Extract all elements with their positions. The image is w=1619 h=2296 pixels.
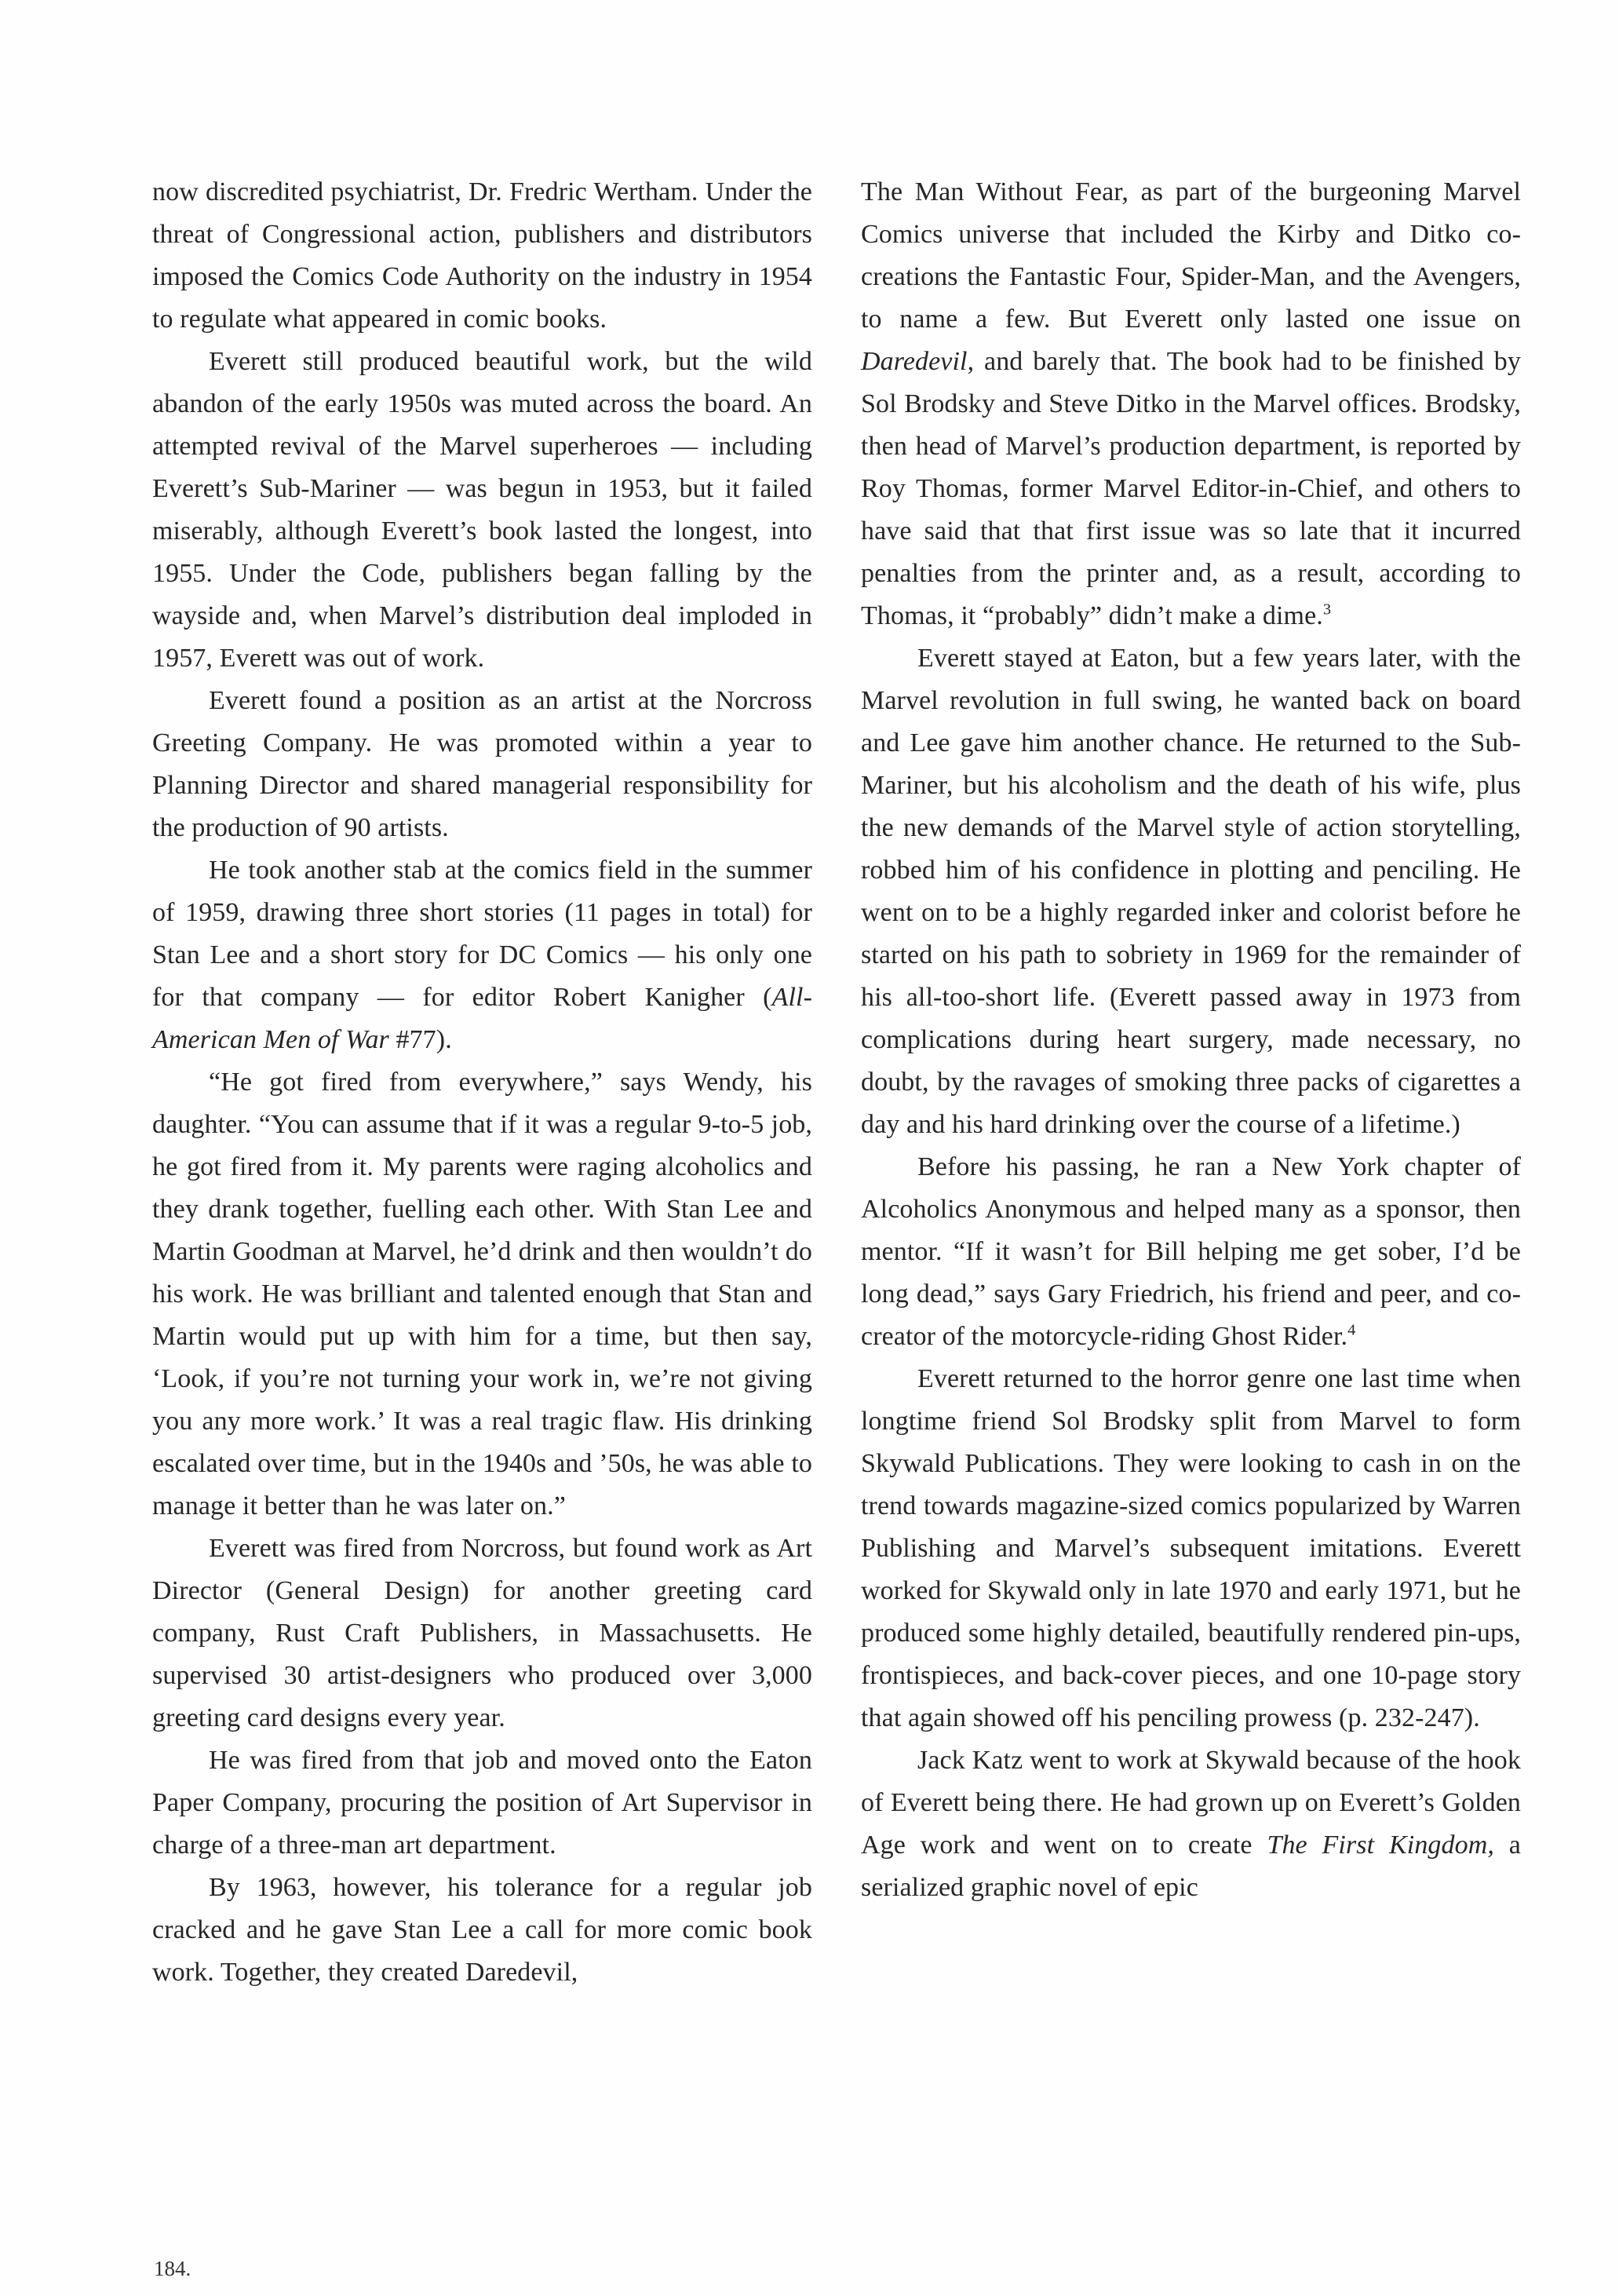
text-segment: and barely that. The book had to be finished by Sol Brodsky and Steve Ditko in the Marvel offices. Brodsky, then head of Marvel’s production department, is reported by Roy Thomas, former Marvel Editor-in-Chief, and others to have said that that first issue was so late that it incurred penalties from the printer and, as a result, according to Thomas, it “probably” didn’t make a dime. (861, 347, 1521, 630)
text-segment: #77). (388, 1025, 452, 1054)
text-segment: Everett found a position as an artist at the Norcross Greeting Company. He was promoted within a year to Planning Director and shared managerial responsibility for the production of 90 artists. (152, 686, 812, 842)
text-segment: Everett still produced beautiful work, but the wild abandon of the early 1950s was muted across the board. An attempted revival of the Marvel superheroes — including Everett’s Sub-Mariner — was begun in 1953, but it failed miserably, although Everett’s book lasted the longest, into 1955. Under the Code, publishers began falling by the wayside and, when Marvel’s distribution deal imploded in 1957, Everett was out of work. (152, 347, 812, 673)
text-segment: Everett returned to the horror genre one last time when longtime friend Sol Brodsky split from Marvel to form Skywald Publications. They were looking to cash in on the trend towards magazine-sized comics popularized by Warren Publishing and Marvel’s subsequent imitations. Everett worked for Skywald only in late 1970 and early 1971, but he produced some highly detailed, beautifully rendered pin-ups, frontispieces, and back-cover pieces, and one 10-page story that again showed off his penciling prowess (p. 232-247). (861, 1364, 1521, 1732)
text-column-right (861, 171, 1521, 1994)
paragraph (152, 1528, 812, 1739)
paragraph (861, 171, 1521, 637)
text-segment: “He got fired from everywhere,” says Wendy, his daughter. “You can assume that if it was a regular 9-to-5 job, he got fired from it. My parents were raging alcoholics and they drank together, fuelling each other. With Stan Lee and Martin Goodman at Marvel, he’d drink and then wouldn’t do his work. He was brilliant and talented enough that Stan and Martin would put up with him for a time, but then say, ‘Look, if you’re not turning your work in, we’re not giving you any more work.’ It was a real tragic flaw. His drinking escalated over time, but in the 1940s and ’50s, he was able to manage it better than he was later on.” (152, 1068, 812, 1520)
paragraph (861, 1358, 1521, 1739)
paragraph (861, 1146, 1521, 1358)
paragraph (152, 341, 812, 680)
text-segment: Before his passing, he ran a New York chapter of Alcoholics Anonymous and helped many as a sponsor, then mentor. “If it wasn’t for Bill helping me get sober, I’d be long dead,” says Gary Friedrich, his friend and peer, and co-creator of the motorcycle-riding Ghost Rider. (861, 1152, 1521, 1351)
italic-text: The First Kingdom, (1267, 1831, 1494, 1860)
text-segment: now discredited psychiatrist, Dr. Fredric Wertham. Under the threat of Congressional action, publishers and distributors imposed the Comics Code Authority on the industry in 1954 to regulate what appeared in comic books. (152, 177, 812, 334)
paragraph (152, 1061, 812, 1528)
paragraph (152, 1739, 812, 1867)
italic-text: All-American Men of War (152, 983, 812, 1054)
text-segment: a serialized graphic novel of epic (861, 1831, 1521, 1902)
text-segment: The Man Without Fear, as part of the burgeoning Marvel Comics universe that included the Kirby and Ditko co-creations the Fantastic Four, Spider-Man, and the Avengers, to name a few. But Everett only lasted one issue on (861, 177, 1521, 334)
footnote-marker: 3 (1322, 600, 1332, 619)
paragraph (861, 637, 1521, 1146)
footnote-marker: 4 (1347, 1321, 1356, 1339)
text-column-left (152, 171, 812, 1994)
page-number: 184. (154, 2257, 191, 2280)
paragraph (861, 1739, 1521, 1909)
paragraph (152, 171, 812, 341)
paragraph (152, 1867, 812, 1994)
text-columns (152, 171, 1521, 1994)
text-segment: He took another stab at the comics field in the summer of 1959, drawing three short stories (11 pages in total) for Stan Lee and a short story for DC Comics — his only one for that company — for editor Robert Kanigher ( (152, 856, 812, 1012)
text-segment: Everett stayed at Eaton, but a few years later, with the Marvel revolution in full swing, he wanted back on board and Lee gave him another chance. He returned to the Sub-Mariner, but his alcoholism and the death of his wife, plus the new demands of the Marvel style of action storytelling, robbed him of his confidence in plotting and penciling. He went on to be a highly regarded inker and colorist before he started on his path to sobriety in 1969 for the remainder of his all-too-short life. (Everett passed away in 1973 from complications during heart surgery, made necessary, no doubt, by the ravages of smoking three packs of cigarettes a day and his hard drinking over the course of a lifetime.) (861, 644, 1521, 1139)
text-segment: Everett was fired from Norcross, but found work as Art Director (General Design) for another greeting card company, Rust Craft Publishers, in Massachusetts. He supervised 30 artist-designers who produced over 3,000 greeting card designs every year. (152, 1534, 812, 1732)
paragraph (152, 849, 812, 1061)
italic-text: Daredevil, (861, 347, 975, 376)
text-segment: He was fired from that job and moved onto the Eaton Paper Company, procuring the position of Art Supervisor in charge of a three-man art department. (152, 1746, 812, 1860)
text-segment: By 1963, however, his tolerance for a regular job cracked and he gave Stan Lee a call for more comic book work. Together, they created Daredevil, (152, 1873, 812, 1987)
text-segment: Jack Katz went to work at Skywald because of the hook of Everett being there. He had grown up on Everett’s Golden Age work and went on to create (861, 1746, 1521, 1860)
paragraph (152, 680, 812, 849)
